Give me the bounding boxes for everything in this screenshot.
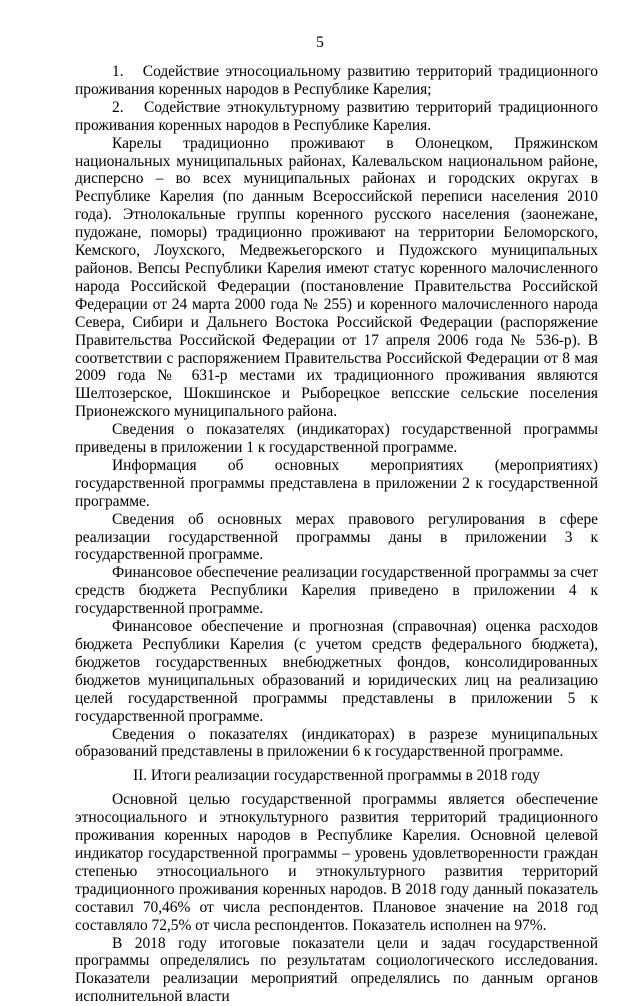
- paragraph-appendix-3: Сведения об основных мерах правового регулирования в сфере реализации государственной программы даны в приложении 3 к государственной программе.: [75, 511, 598, 565]
- section-heading: II. Итоги реализации государственной программы в 2018 году: [75, 767, 598, 785]
- paragraph-main-goal: Основной целью государственной программы является обеспечение этносоциального и этнокультурного развития территорий традиционного проживания коренных народов в Республике Карелия. Основной целевой индикатор государственной программы – уровень удовлетворенности граждан степенью этносоциального и этнокультурного развития территорий традиционного проживания коренных народов. В 2018 году данный показатель составил 70,46% от числа респондентов. Плановое значение на 2018 год составляло 72,5% от числа респондентов. Показатель исполнен на 97%.: [75, 791, 598, 934]
- paragraph-peoples-territories: Карелы традиционно проживают в Олонецком, Пряжинском национальных муниципальных районах, Калевальском национальном районе, дисперсно – во всех муниципальных районах и городских округах в Республике Карелия (по данным Всероссийской переписи населения 2010 года). Этнолокальные группы коренного русского населения (заонежане, пудожане, поморы) традиционно проживают на территории Беломорского, Кемского, Лоухского, Медвежьегорского и Пудожского муниципальных районов. Вепсы Республики Карелия имеют статус коренного малочисленного народа Российской Федерации (постановление Правительства Российской Федерации от 24 марта 2000 года № 255) и коренного малочисленного народа Севера, Сибири и Дальнего Востока Российской Федерации (распоряжение Правительства Российской Федерации от 17 апреля 2006 года № 536-р). В соответствии с распоряжением Правительства Российской Федерации от 8 мая 2009 года № 631-р местами их традиционного проживания являются Шелтозерское, Шокшинское и Рыборецкое вепсские сельские поселения Прионежского муниципального района.: [75, 135, 598, 422]
- document-body: [75, 63, 598, 1006]
- paragraph-appendix-4: Финансовое обеспечение реализации государственной программы за счет средств бюджета Республики Карелия приведено в приложении 4 к государственной программе.: [75, 564, 598, 618]
- paragraph-appendix-2: Информация об основных мероприятиях (мероприятиях) государственной программы представлена в приложении 2 к государственной программе.: [75, 457, 598, 511]
- paragraph-indicators-2018: В 2018 году итоговые показатели цели и задач государственной программы определялись по результатам социологического исследования. Показатели реализации мероприятий определялись по данным органов исполнительной власти: [75, 935, 598, 1006]
- page-number: 5: [0, 34, 640, 51]
- list-item-2: 2. Содействие этнокультурному развитию территорий традиционного проживания коренных народов в Республике Карелия.: [75, 99, 598, 135]
- paragraph-appendix-1: Сведения о показателях (индикаторах) государственной программы приведены в приложении 1 к государственной программе.: [75, 421, 598, 457]
- paragraph-appendix-5: Финансовое обеспечение и прогнозная (справочная) оценка расходов бюджета Республики Карелия (с учетом средств федерального бюджета), бюджетов государственных внебюджетных фондов, консолидированных бюджетов муниципальных образований и юридических лиц на реализацию целей государственной программы представлены в приложении 5 к государственной программе.: [75, 618, 598, 725]
- paragraph-appendix-6: Сведения о показателях (индикаторах) в разрезе муниципальных образований представлены в приложении 6 к государственной программе.: [75, 726, 598, 762]
- list-item-1: 1. Содействие этносоциальному развитию территорий традиционного проживания коренных народов в Республике Карелия;: [75, 63, 598, 99]
